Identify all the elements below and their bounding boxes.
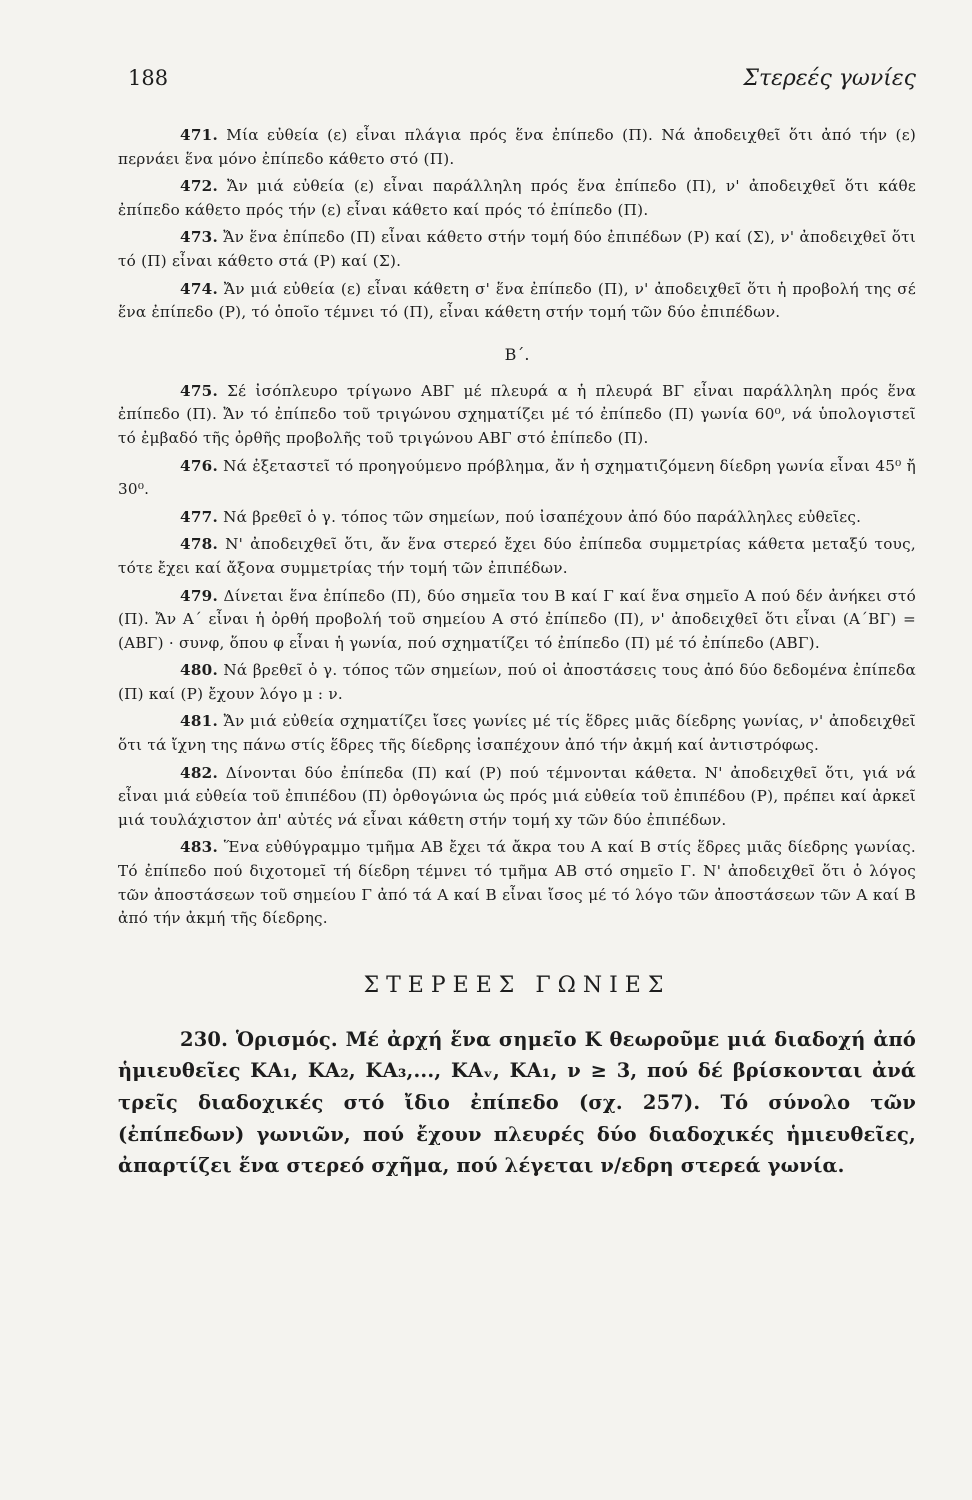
exercise-482: 482. Δίνονται δύο ἐπίπεδα (Π) καί (Ρ) πού τέμνονται κάθετα. Ν' ἀποδειχθεῖ ὅτι, γιά νά εἶναι μιά εὐθεία τοῦ ἐπιπέδου (Π) ὀρθογώνια ὡς πρός μιά εὐθεία τοῦ ἐπιπέδου (Ρ), πρέπει καί ἀρκεῖ μιά τουλάχιστον ἀπ' αὐτές νά εἶναι κάθετη στήν τομή xy τῶν δύο ἐπιπέδων. xyxy=(118,763,917,829)
exercise-477: 477. Νά βρεθεῖ ὁ γ. τόπος τῶν σημείων, πού ἰσαπέχουν ἀπό δύο παράλληλες εὐθεῖες. xyxy=(180,507,862,526)
section-heading-b: Β΄. xyxy=(504,344,530,364)
exercise-list-a xyxy=(118,124,916,325)
exercise-476: 476. Νά ἐξεταστεῖ τό προηγούμενο πρόβλημα, ἄν ἡ σχηματιζόμενη δίεδρη γωνία εἶναι 45⁰ ἤ 30⁰. xyxy=(118,456,916,499)
exercise-475: 475. Σέ ἰσόπλευρο τρίγωνο ΑΒΓ μέ πλευρά α ἡ πλευρά ΒΓ εἶναι παράλληλη πρός ἕνα ἐπίπεδο (Π). Ἄν τό ἐπίπεδο τοῦ τριγώνου σχηματίζει μέ τό ἐπίπεδο (Π) γωνία 60⁰, νά ὑπολογιστεῖ τό ἐμβαδό τῆς ὀρθῆς προβολῆς τοῦ τριγώνου ΑΒΓ στό ἐπίπεδο (Π). xyxy=(118,381,916,447)
definition-text: Ὁρισμός. Μέ ἀρχή ἕνα σημεῖο Κ θεωροῦμε μιά διαδοχή ἀπό ἡμιευθεῖες ΚΑ₁, ΚΑ₂, ΚΑ₃,..., ΚΑᵥ, ΚΑ₁, ν ≥ 3, πού δέ βρίσκονται ἀνά τρεῖς διαδοχικές στό ἴδιο ἐπίπεδο (σχ. 257). Τό σύνολο τῶν (ἐπίπεδων) γωνιῶν, πού ἔχουν πλευρές δύο διαδοχικές ἡμιευθεῖες, ἀπαρτίζει ἕνα στερεό σχῆμα, πού λέγεται ν/εδρη στερεά γωνία. xyxy=(118,1027,917,1178)
exercise-480: 480. Νά βρεθεῖ ὁ γ. τόπος τῶν σημείων, πού οἱ ἀποστάσεις τους ἀπό δύο δεδομένα ἐπίπεδα (Π) καί (Ρ) ἔχουν λόγο μ : ν. xyxy=(118,661,917,703)
page-header xyxy=(124,66,916,100)
exercise-478: 478. Ν' ἀποδειχθεῖ ὅτι, ἄν ἕνα στερεό ἔχει δύο ἐπίπεδα συμμετρίας κάθετα μεταξύ τους, τότε ἔχει καί ἄξονα συμμετρίας τήν τομή τῶν ἐπιπέδων. xyxy=(118,535,916,577)
exercise-list-b xyxy=(118,380,916,931)
page-number: 188 xyxy=(128,66,169,90)
exercise-473: 473. Ἄν ἕνα ἐπίπεδο (Π) εἶναι κάθετο στήν τομή δύο ἐπιπέδων (Ρ) καί (Σ), ν' ἀποδειχθεῖ ὅτι τό (Π) εἶναι κάθετο στά (Ρ) καί (Σ). xyxy=(118,228,916,270)
page-body xyxy=(118,124,916,1182)
definition-230 xyxy=(118,1024,916,1182)
definition-number: 230. xyxy=(180,1027,229,1051)
exercise-483: 483. Ἕνα εὐθύγραμμο τμῆμα ΑΒ ἔχει τά ἄκρα του Α καί Β στίς ἕδρες μιᾶς δίεδρης γωνίας. Τό ἐπίπεδο πού διχοτομεῖ τή δίεδρη τέμνει τό τμῆμα ΑΒ στό σημεῖο Γ. Ν' ἀποδειχθεῖ ὅτι ὁ λόγος τῶν ἀποστάσεων τοῦ σημείου Γ ἀπό τά Α καί Β εἶναι ἴσος μέ τό λόγο τῶν ἀποστάσεων τῶν Α καί Β ἀπό τήν ἀκμή τῆς δίεδρης. xyxy=(118,838,917,928)
running-title: Στερεές γωνίες xyxy=(743,66,916,91)
exercise-481: 481. Ἄν μιά εὐθεία σχηματίζει ἴσες γωνίες μέ τίς ἕδρες μιᾶς δίεδρης γωνίας, ν' ἀποδειχθεῖ ὅτι τά ἴχνη της πάνω στίς ἕδρες τῆς δίεδρης ἰσαπέχουν ἀπό τήν ἀκμή καί ἀντιστρόφως. xyxy=(118,712,917,755)
chapter-title: ΣΤΕΡΕΕΣ ΓΩΝΙΕΣ xyxy=(363,972,671,998)
exercise-471: 471. Μία εὐθεία (ε) εἶναι πλάγια πρός ἕνα ἐπίπεδο (Π). Νά ἀποδειχθεῖ ὅτι ἀπό τήν (ε) περνάει ἕνα μόνο ἐπίπεδο κάθετο στό (Π). xyxy=(118,126,917,168)
exercise-472: 472. Ἄν μιά εὐθεία (ε) εἶναι παράλληλη πρός ἕνα ἐπίπεδο (Π), ν' ἀποδειχθεῖ ὅτι κάθε ἐπίπεδο κάθετο πρός τήν (ε) εἶναι κάθετο καί πρός τό ἐπίπεδο (Π). xyxy=(118,177,917,219)
exercise-479: 479. Δίνεται ἕνα ἐπίπεδο (Π), δύο σημεῖα του Β καί Γ καί ἕνα σημεῖο Α πού δέν ἀνήκει στό (Π). Ἄν Α΄ εἶναι ἡ ὀρθή προβολή τοῦ σημείου Α στό ἐπίπεδο (Π), ν' ἀποδειχθεῖ ὅτι εἶναι (Α΄ΒΓ) = (ΑΒΓ) · συνφ, ὅπου φ εἶναι ἡ γωνία, πού σχηματίζει τό ἐπίπεδο (Π) μέ τό ἐπίπεδο (ΑΒΓ). xyxy=(118,586,917,652)
exercise-474: 474. Ἄν μιά εὐθεία (ε) εἶναι κάθετη σ' ἕνα ἐπίπεδο (Π), ν' ἀποδειχθεῖ ὅτι ἡ προβολή της σέ ἕνα ἐπίπεδο (Ρ), τό ὁποῖο τέμνει τό (Π), εἶναι κάθετη στήν τομή τῶν δύο ἐπιπέδων. xyxy=(118,279,917,322)
